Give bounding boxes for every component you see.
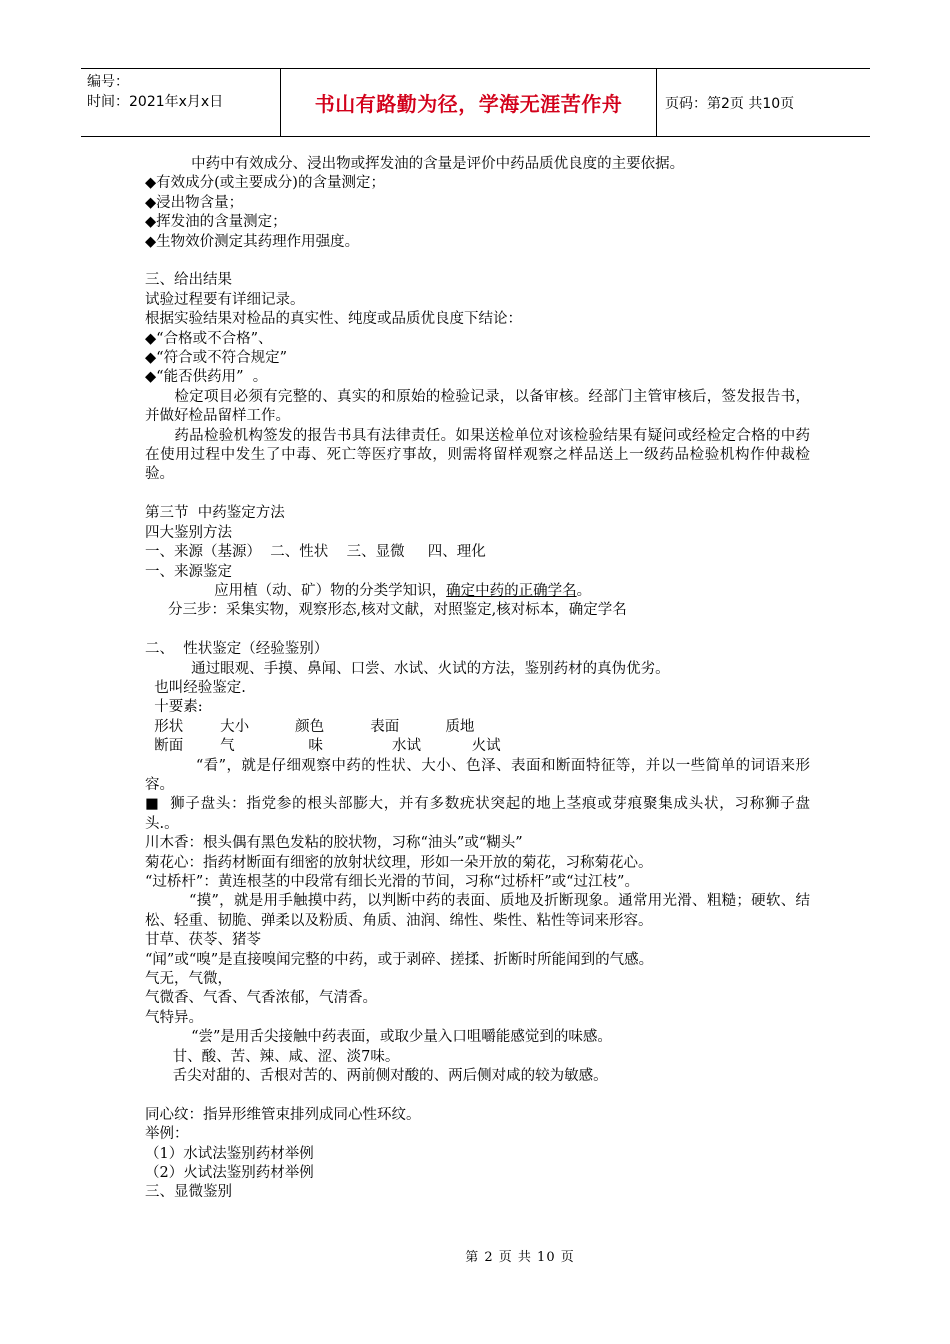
section-heading: 三、给出结果: [145, 272, 232, 289]
document-body: [145, 155, 810, 1203]
text-line: “闻”或“嗅”是直接嗅闻完整的中药，或于剥碎、搓揉、折断时所能闻到的气感。: [145, 951, 654, 968]
text-line: 同心纹：指异形维管束排列成同心性环纹。: [145, 1106, 421, 1123]
text-line: 断面 气 味 水试 火试: [145, 738, 501, 755]
text-segment: 应用植（动、矿）物的分类学知识，: [145, 582, 447, 599]
text-line: 举例：: [145, 1126, 189, 1143]
blank-line: [145, 621, 810, 640]
text-line: 四大鉴别方法: [145, 524, 232, 541]
text-line: 气无，气微，: [145, 971, 232, 988]
text-line: 气特异。: [145, 1009, 203, 1026]
text-line: 通过眼观、手摸、鼻闻、口尝、水试、火试的方法，鉴别药材的真伪优劣。: [145, 660, 670, 677]
text-line: 舌尖对甜的、舌根对苦的、两前侧对酸的、两后侧对咸的较为敏感。: [145, 1068, 608, 1085]
text-line: [145, 582, 810, 601]
bullet-item: ◆挥发油的含量测定；: [145, 214, 287, 231]
text-line: 分三步：采集实物，观察形态,核对文献，对照鉴定,核对标本，确定学名: [145, 602, 627, 619]
header-page-number: 页码：第2页 共10页: [665, 95, 795, 112]
text-line: 甘草、茯苓、猪苓: [145, 932, 261, 949]
page-footer: [0, 1246, 950, 1265]
section-heading: 第三节 中药鉴定方法: [145, 505, 285, 522]
text-line: 十要素:: [145, 699, 203, 716]
header-motto: 书山有路勤为径，学海无涯苦作舟: [281, 69, 657, 136]
blank-line: [145, 252, 810, 271]
list-item: （1）水试法鉴别药材举例: [145, 1145, 314, 1162]
text-line: 甘、酸、苦、辣、咸、涩、淡7味。: [145, 1048, 400, 1065]
text-line: 试验过程要有详细记录。: [145, 291, 305, 308]
bullet-item: ◆“合格或不合格”、: [145, 330, 273, 347]
text-line: 一、来源（基源） 二、性状 三、显微 四、理化: [145, 544, 486, 561]
text-line: 川木香：根头偶有黑色发粘的胶状物，习称“油头”或“糊头”: [145, 835, 523, 852]
header-number: 编号：: [87, 74, 129, 90]
section-heading: 一、来源鉴定: [145, 563, 232, 580]
blank-line: [145, 485, 810, 504]
bullet-item: ◆“能否供药用” 。: [145, 369, 268, 386]
text-line: 气微香、气香、气香浓郁，气清香。: [145, 990, 377, 1007]
list-item: （2）火试法鉴别药材举例: [145, 1165, 314, 1182]
page-header: [81, 68, 870, 137]
text-line: 也叫经验鉴定.: [145, 679, 246, 696]
text-line: “尝”是用舌尖接触中药表面，或取少量入口咀嚼能感觉到的味感。: [145, 1029, 612, 1046]
blank-line: [145, 1086, 810, 1105]
paragraph: “看”，就是仔细观察中药的性状、大小、色泽、表面和断面特征等，并以一些简单的词语来形容。: [145, 757, 810, 793]
text-line: 根据实验结果对检品的真实性、纯度或品质优良度下结论：: [145, 311, 522, 328]
bullet-item: ◆有效成分(或主要成分)的含量测定；: [145, 175, 385, 192]
text-line: “过桥杆”：黄连根茎的中段常有细长光滑的节间，习称“过桥杆”或“过江枝”。: [145, 873, 639, 890]
header-date: 时间：2021年x月x日: [87, 94, 224, 110]
text-line: 形状 大小 颜色 表面 质地: [145, 718, 475, 735]
bullet-item: ◆生物效价测定其药理作用强度。: [145, 233, 360, 250]
paragraph: 检定项目必须有完整的、真实的和原始的检验记录，以备审核。经部门主管审核后，签发报告书，并做好检品留样工作。: [145, 388, 810, 425]
paragraph: 中药中有效成分、浸出物或挥发油的含量是评价中药品质优良度的主要依据。: [145, 156, 685, 172]
header-meta: [81, 69, 281, 136]
text-segment: 。: [576, 582, 592, 599]
text-line: 菊花心：指药材断面有细密的放射状纹理，形如一朵开放的菊花，习称菊花心。: [145, 854, 653, 871]
section-heading: 三、显微鉴别: [145, 1184, 232, 1201]
section-heading: 二、 性状鉴定（经验鉴别）: [145, 641, 329, 658]
footer-page-number: 第 2 页 共 10 页: [465, 1250, 575, 1265]
underlined-text: 确定中药的正确学名: [446, 582, 577, 599]
bullet-item: ◆浸出物含量；: [145, 194, 244, 211]
paragraph: “摸”，就是用手触摸中药，以判断中药的表面、质地及折断现象。通常用光滑、粗糙；硬软、结松、轻重、韧脆、弹柔以及粉质、角质、油润、绵性、柴性、粘性等词来形容。: [145, 893, 811, 929]
paragraph: ■ 狮子盘头：指党参的根头部膨大，并有多数疣状突起的地上茎痕或芽痕聚集成头状，习称狮子盘头.。: [145, 796, 810, 832]
paragraph: 药品检验机构签发的报告书具有法律责任。如果送检单位对该检验结果有疑问或经检定合格的中药在使用过程中发生了中毒、死亡等医疗事故，则需将留样观察之样品送上一级药品检验机构作仲裁检验。: [145, 427, 810, 483]
bullet-item: ◆“符合或不符合规定”: [145, 350, 287, 367]
